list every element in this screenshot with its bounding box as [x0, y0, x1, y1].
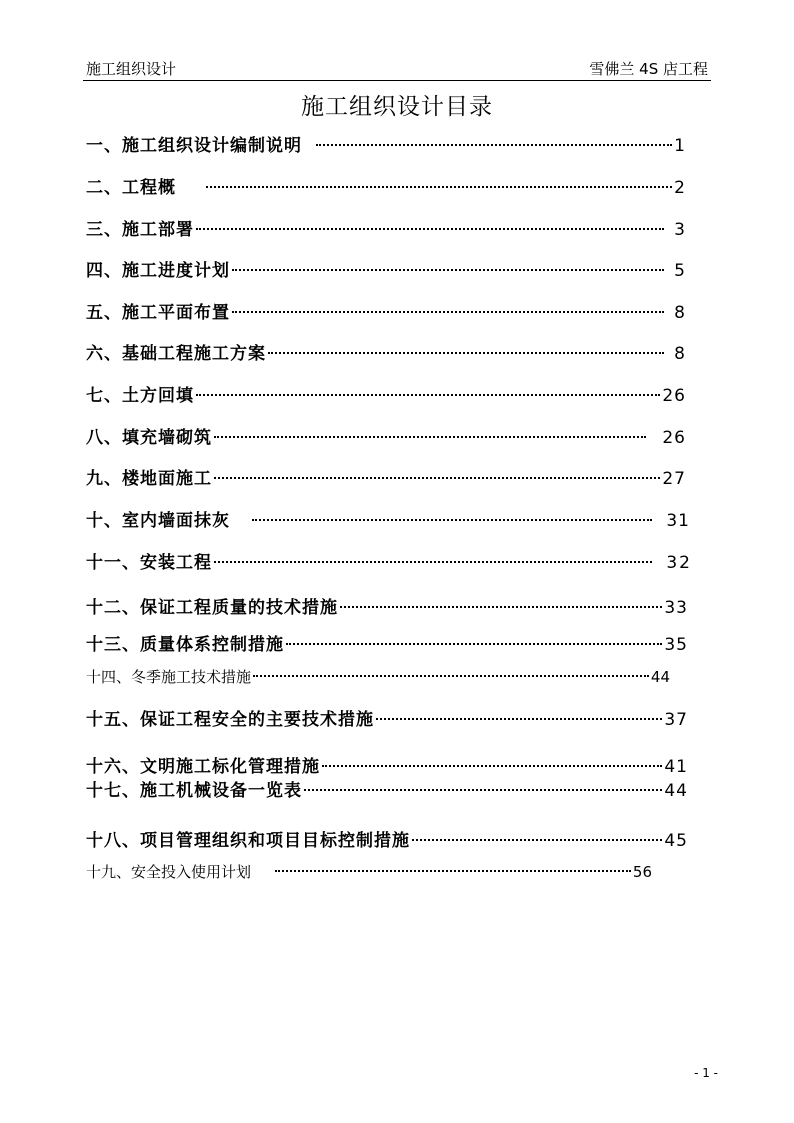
toc-entry-page: 35	[664, 635, 688, 655]
toc-entry-label: 八、填充墙砌筑	[86, 428, 212, 448]
toc-entry-label: 十五、保证工程安全的主要技术措施	[86, 710, 374, 730]
toc-entry-page: 33	[664, 598, 688, 618]
toc-entry	[86, 593, 688, 618]
toc-entry-label: 十七、施工机械设备一览表	[86, 781, 302, 801]
toc-entry	[86, 752, 688, 777]
toc-leader-dots	[412, 839, 662, 841]
header-divider	[83, 80, 711, 81]
toc-leader-dots	[376, 718, 662, 720]
toc-leader-dots	[206, 186, 672, 188]
toc-entry	[86, 215, 686, 240]
toc-entry-page: 37	[664, 710, 688, 730]
toc-leader-dots	[214, 477, 660, 479]
toc-entry-page: 3	[674, 220, 686, 240]
toc-entry	[86, 464, 686, 489]
toc-entry-page: 41	[664, 757, 688, 777]
header-document-title: 施工组织设计	[86, 60, 177, 78]
toc-entry-page: 45	[664, 831, 688, 851]
toc-entry-label: 一、施工组织设计编制说明	[86, 136, 302, 156]
toc-entry	[86, 776, 688, 801]
toc-leader-dots	[316, 144, 672, 146]
toc-entry-page: 5	[674, 261, 686, 281]
toc-entry-page: 31	[666, 511, 690, 531]
toc-entry	[86, 705, 688, 730]
toc-entry-page: 44	[650, 668, 670, 686]
toc-leader-dots	[214, 436, 646, 438]
toc-entry-label: 九、楼地面施工	[86, 469, 212, 489]
toc-entry-label: 十二、保证工程质量的技术措施	[86, 598, 338, 618]
toc-leader-dots	[286, 643, 662, 645]
toc-leader-dots	[304, 789, 662, 791]
toc-entry	[86, 423, 686, 448]
toc-entry	[86, 630, 688, 655]
toc-entry-page: 1	[674, 136, 686, 156]
toc-leader-dots	[275, 870, 631, 872]
toc-leader-dots	[196, 228, 664, 230]
toc-entry	[86, 339, 686, 364]
toc-entry	[86, 256, 686, 281]
toc-leader-dots	[252, 519, 652, 521]
toc-entry-label: 七、土方回填	[86, 386, 194, 406]
toc-entry-page: 56	[632, 863, 652, 881]
toc-entry-label: 二、工程概	[86, 178, 176, 198]
toc-leader-dots	[253, 675, 649, 677]
toc-entry	[86, 826, 688, 851]
toc-entry-page: 26	[662, 428, 686, 448]
toc-entry-page: 8	[674, 344, 686, 364]
toc-entry-page: 27	[662, 469, 686, 489]
toc-entry-label: 五、施工平面布置	[86, 303, 230, 323]
toc-entry-label: 十八、项目管理组织和项目目标控制措施	[86, 831, 410, 851]
toc-entry-page: 44	[664, 781, 688, 801]
toc-entry-label: 十、室内墙面抹灰	[86, 511, 230, 531]
toc-entry-page: 26	[662, 386, 686, 406]
toc-entry	[86, 666, 670, 687]
toc-leader-dots	[232, 269, 664, 271]
toc-entry-label: 十九、安全投入使用计划	[86, 863, 252, 881]
toc-entry	[86, 548, 692, 573]
page-title: 施工组织设计目录	[301, 94, 493, 120]
toc-entry-label: 四、施工进度计划	[86, 261, 230, 281]
toc-leader-dots	[232, 311, 664, 313]
toc-entry-label: 六、基础工程施工方案	[86, 344, 266, 364]
toc-entry-label: 十四、冬季施工技术措施	[86, 668, 252, 686]
toc-leader-dots	[214, 561, 652, 563]
toc-entry	[86, 506, 690, 531]
toc-entry	[86, 298, 686, 323]
toc-entry-page: 32	[666, 553, 692, 573]
toc-entry-page: 8	[674, 303, 686, 323]
toc-entry	[86, 173, 686, 198]
toc-leader-dots	[340, 606, 662, 608]
toc-entry	[86, 131, 686, 156]
toc-entry	[86, 861, 652, 882]
toc-entry	[86, 381, 686, 406]
toc-entry-page: 2	[674, 178, 686, 198]
toc-leader-dots	[322, 765, 662, 767]
footer-page-number: - 1 -	[694, 1066, 718, 1080]
toc-entry-label: 三、施工部署	[86, 220, 194, 240]
toc-entry-label: 十一、安装工程	[86, 553, 212, 573]
toc-leader-dots	[196, 394, 660, 396]
toc-leader-dots	[268, 352, 664, 354]
toc-entry-label: 十六、文明施工标化管理措施	[86, 757, 320, 777]
toc-entry-label: 十三、质量体系控制措施	[86, 635, 284, 655]
header-project-name: 雪佛兰 4S 店工程	[589, 60, 708, 78]
